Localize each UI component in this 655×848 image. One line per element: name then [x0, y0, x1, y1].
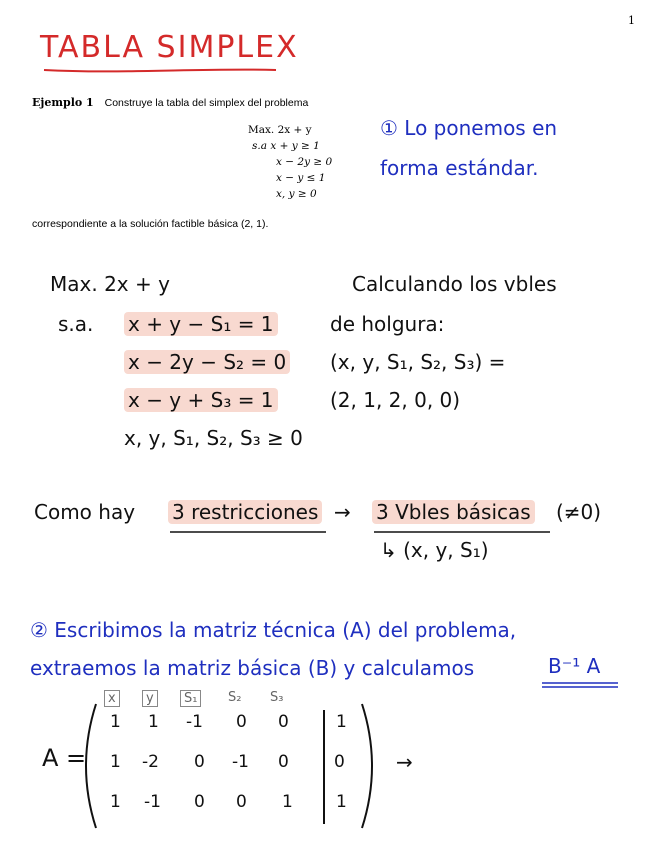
- constraint-2: [124, 350, 290, 374]
- slack-note-line2: de holgura:: [330, 312, 445, 336]
- matrix-cell: -2: [142, 752, 159, 772]
- restr-result: [372, 500, 535, 524]
- matrix-header-x: x: [104, 690, 120, 707]
- matrix-cell: 0: [278, 752, 289, 772]
- constraint-1-text: x + y − S₁ = 1: [124, 312, 278, 336]
- lp-line: Max. 2x + y: [248, 124, 312, 136]
- restr-count-underline: [168, 528, 328, 536]
- step2-line2: extraemos la matriz básica (B) y calculamos: [30, 656, 475, 680]
- lp-line: x − y ≤ 1: [276, 172, 326, 184]
- matrix-cell: -1: [186, 712, 203, 732]
- matrix-label: A =: [42, 744, 87, 772]
- restr-prefix: Como hay: [34, 500, 136, 524]
- matrix-arrow: →: [396, 750, 413, 774]
- nonnegativity: x, y, S₁, S₂, S₃ ≥ 0: [124, 426, 303, 450]
- constraint-3-text: x − y + S₃ = 1: [124, 388, 278, 412]
- step2-target-underline: [540, 680, 620, 690]
- matrix-cell: 0: [278, 712, 289, 732]
- matrix-cell: 0: [236, 712, 247, 732]
- matrix-cell: 0: [194, 792, 205, 812]
- slack-values: (2, 1, 2, 0, 0): [330, 388, 461, 412]
- restr-result-underline: [372, 528, 552, 536]
- matrix-header-s3: S₃: [270, 690, 284, 705]
- matrix-cell: -1: [232, 752, 249, 772]
- matrix-cell: 0: [194, 752, 205, 772]
- step2-line1: ② Escribimos la matriz técnica (A) del problema,: [30, 618, 517, 642]
- matrix-rhs: 1: [336, 712, 347, 732]
- constraint-3: [124, 388, 278, 412]
- slack-vector: (x, y, S₁, S₂, S₃) =: [330, 350, 506, 374]
- matrix-rhs: 1: [336, 792, 347, 812]
- restr-sub: ↳ (x, y, S₁): [380, 538, 489, 562]
- lp-line: x − 2y ≥ 0: [276, 156, 333, 168]
- lp-line: s.a x + y ≥ 1: [252, 140, 320, 152]
- example-label: Ejemplo 1: [32, 96, 94, 109]
- restr-neq: (≠0): [556, 500, 602, 524]
- title-underline: [40, 64, 280, 76]
- sa-label: s.a.: [58, 312, 94, 336]
- matrix-cell: -1: [144, 792, 161, 812]
- restr-count: [168, 500, 322, 524]
- example-continuation: correspondiente a la solución factible básica (2, 1).: [32, 218, 269, 230]
- matrix-header-s2: S₂: [228, 690, 242, 705]
- note-step1-line1: ① Lo ponemos en: [380, 116, 558, 140]
- restr-result-text: 3 Vbles básicas: [372, 500, 535, 524]
- matrix-cell: 1: [148, 712, 159, 732]
- page-title: TABLA SIMPLEX: [40, 30, 299, 65]
- matrix-cell: 1: [110, 792, 121, 812]
- example-prompt: Construye la tabla del simplex del problema: [104, 97, 309, 109]
- lp-line: x, y ≥ 0: [276, 188, 317, 200]
- step2-target: B⁻¹ A: [548, 654, 601, 678]
- page-number: 1: [628, 14, 635, 27]
- matrix-cell: 0: [236, 792, 247, 812]
- matrix-rhs: 0: [334, 752, 345, 772]
- matrix-header-y: y: [142, 690, 158, 707]
- matrix-cell: 1: [110, 712, 121, 732]
- constraint-2-text: x − 2y − S₂ = 0: [124, 350, 290, 374]
- objective: Max. 2x + y: [50, 272, 170, 296]
- restr-count-text: 3 restricciones: [168, 500, 322, 524]
- example-statement: [32, 96, 308, 109]
- constraint-1: [124, 312, 278, 336]
- restr-arrow: →: [334, 500, 351, 524]
- slack-note-line1: Calculando los vbles: [352, 272, 557, 296]
- note-step1-line2: forma estándar.: [380, 156, 539, 180]
- matrix-cell: 1: [282, 792, 293, 812]
- matrix-cell: 1: [110, 752, 121, 772]
- matrix-header-s1: S₁: [180, 690, 201, 707]
